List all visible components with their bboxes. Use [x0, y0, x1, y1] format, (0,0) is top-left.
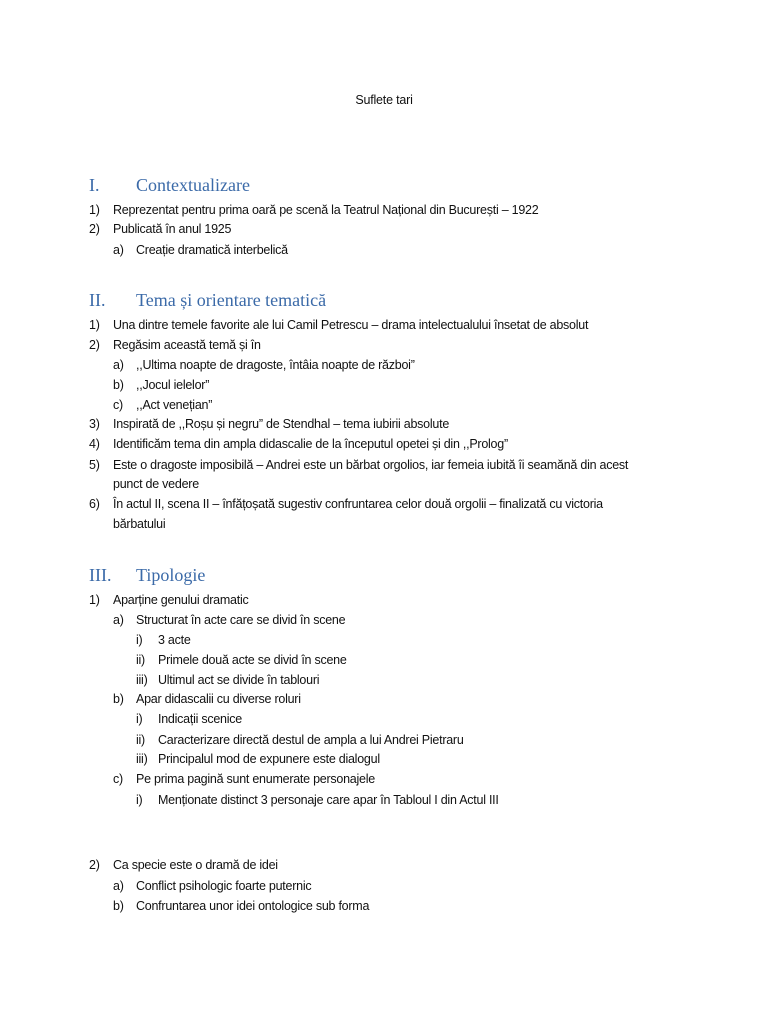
list-marker: a) [113, 358, 124, 372]
list-item: Confruntarea unor idei ontologice sub forma [136, 899, 370, 913]
list-marker: i) [136, 712, 143, 726]
list-item: Menționate distinct 3 personaje care apar în Tabloul I din Actul III [158, 793, 499, 807]
list-marker: 4) [89, 437, 100, 451]
section-title: Contextualizare [136, 175, 250, 195]
list-item: Conflict psihologic foarte puternic [136, 879, 312, 893]
section-numeral: II. [89, 290, 106, 310]
list-item: Creație dramatică interbelică [136, 243, 288, 257]
section-title: Tema și orientare tematică [136, 290, 327, 310]
list-item: Aparține genului dramatic [113, 593, 249, 607]
list-marker: 2) [89, 338, 100, 352]
list-marker: 3) [89, 417, 100, 431]
list-item: Regăsim această temă și în [113, 338, 261, 352]
document-title: Suflete tari [355, 93, 413, 107]
list-marker: ii) [136, 733, 145, 747]
list-item-continuation: punct de vedere [113, 477, 199, 491]
section-numeral: I. [89, 175, 100, 195]
list-item: Inspirată de ,,Roșu și negru” de Stendhal – tema iubirii absolute [113, 417, 450, 431]
list-item: Primele două acte se divid în scene [158, 653, 347, 667]
list-marker: i) [136, 793, 143, 807]
list-marker: 1) [89, 203, 100, 217]
list-marker: b) [113, 378, 124, 392]
list-item: Identificăm tema din ampla didascalie de la începutul opetei și din ,,Prolog” [113, 437, 508, 451]
list-item: Principalul mod de expunere este dialogul [158, 752, 380, 766]
list-marker: 5) [89, 458, 100, 472]
list-marker: 2) [89, 858, 100, 872]
list-item: Reprezentat pentru prima oară pe scenă la Teatrul Național din București – 1922 [113, 203, 539, 217]
list-marker: i) [136, 633, 143, 647]
list-item: Apar didascalii cu diverse roluri [136, 692, 301, 706]
list-item: Una dintre temele favorite ale lui Camil Petrescu – drama intelectualului însetat de absolut [113, 318, 589, 332]
list-item: Ultimul act se divide în tablouri [158, 673, 320, 687]
list-marker: 6) [89, 497, 100, 511]
section-heading-tema [89, 290, 326, 314]
list-item: ,,Act venețian” [136, 398, 213, 412]
list-marker: c) [113, 398, 123, 412]
list-marker: b) [113, 899, 124, 913]
section-heading-contextualizare [89, 175, 250, 199]
section-title: Tipologie [136, 565, 206, 585]
list-item: În actul II, scena II – înfățoșată sugestiv confruntarea celor două orgolii – finalizată cu victoria [113, 497, 603, 511]
list-item: Ca specie este o dramă de idei [113, 858, 278, 872]
list-marker: c) [113, 772, 123, 786]
list-item: ,,Ultima noapte de dragoste, întâia noapte de război” [136, 358, 415, 372]
list-marker: 1) [89, 593, 100, 607]
list-marker: a) [113, 243, 124, 257]
list-marker: b) [113, 692, 124, 706]
section-heading-tipologie [89, 565, 205, 589]
list-item: Este o dragoste imposibilă – Andrei este un bărbat orgolios, iar femeia iubită îi seamănă din acest [113, 458, 629, 472]
list-item: Publicată în anul 1925 [113, 222, 232, 236]
list-item-continuation: bărbatului [113, 517, 166, 531]
list-item: Pe prima pagină sunt enumerate personajele [136, 772, 375, 786]
list-item: Structurat în acte care se divid în scene [136, 613, 346, 627]
list-marker: a) [113, 613, 124, 627]
list-item: Indicații scenice [158, 712, 242, 726]
list-marker: iii) [136, 673, 148, 687]
list-marker: iii) [136, 752, 148, 766]
list-marker: ii) [136, 653, 145, 667]
list-item: ,,Jocul ielelor” [136, 378, 210, 392]
list-item: 3 acte [158, 633, 191, 647]
list-marker: 2) [89, 222, 100, 236]
list-item: Caracterizare directă destul de ampla a lui Andrei Pietraru [158, 733, 464, 747]
list-marker: a) [113, 879, 124, 893]
list-marker: 1) [89, 318, 100, 332]
section-numeral: III. [89, 565, 112, 585]
